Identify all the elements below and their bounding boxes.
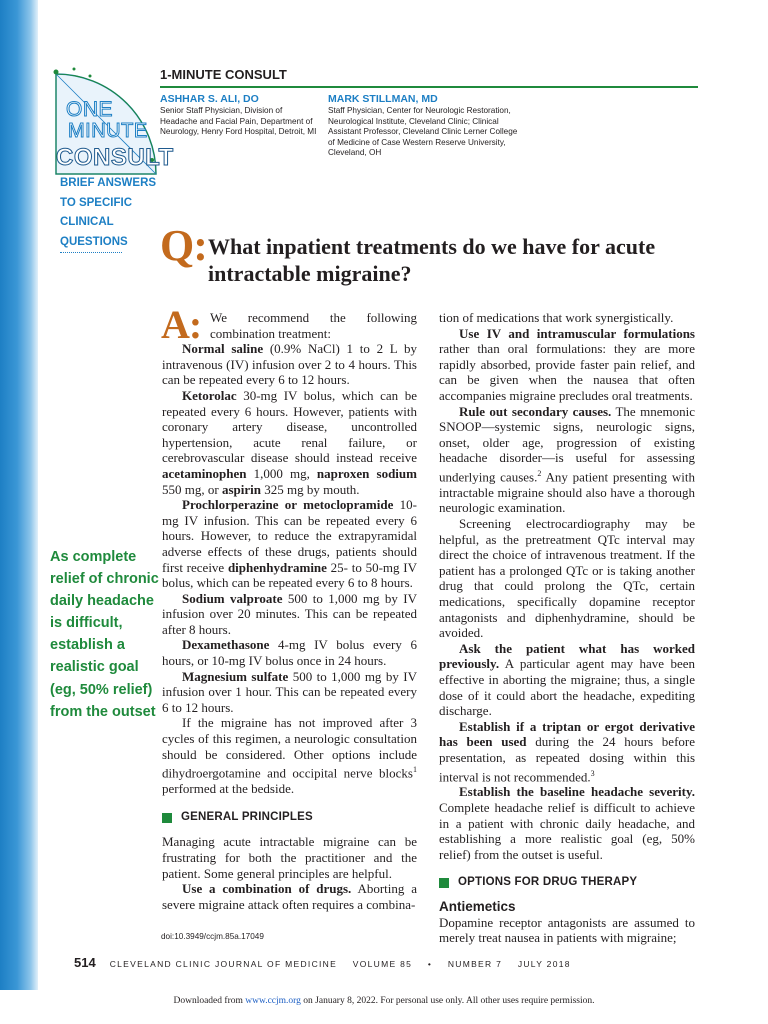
download-notice bbox=[0, 996, 768, 1006]
heading-text: GENERAL PRINCIPLES bbox=[181, 810, 313, 823]
paragraph-text: 325 mg by mouth. bbox=[260, 481, 360, 497]
page-footer bbox=[74, 955, 583, 970]
paragraph-text: 25- to 50-mg IV bolus, which can be repeated every 6 to 8 hours. bbox=[162, 559, 417, 591]
answer-mark-label: A: bbox=[161, 302, 202, 347]
principle-lead: Establish if a triptan or ergot derivative has been used bbox=[439, 718, 695, 750]
tagline-line: BRIEF ANSWERS bbox=[60, 177, 157, 189]
journal-number: NUMBER 7 bbox=[447, 959, 503, 969]
footer-bullet: • bbox=[427, 959, 433, 969]
paragraph-baseline bbox=[439, 784, 695, 862]
tagline-line: CLINICAL bbox=[60, 216, 114, 228]
paragraph-text: performed at the bedside. bbox=[162, 781, 295, 797]
paragraph-prochlorperazine bbox=[162, 497, 417, 591]
doi-label: doi:10.3949/ccjm.85a.17049 bbox=[161, 932, 264, 941]
paragraph-text: 500 to 1,000 mg by IV infusion over 20 minutes. This can be repeated after 8 hours. bbox=[162, 590, 417, 637]
green-square-bullet-icon bbox=[162, 813, 172, 823]
tagline-dotted-rule bbox=[60, 252, 122, 253]
answer-intro: We recommend the following combination treatment: bbox=[210, 310, 417, 341]
drug-name: diphenhydramine bbox=[227, 559, 327, 575]
paragraph-text: 30-mg IV bolus, which can be repeated every 6 hours. However, patients with coronary artery disease, uncontrolled hypertension, acute renal failure, or cerebrovascular disease should instead receive bbox=[162, 387, 417, 466]
author-block bbox=[328, 93, 518, 159]
journal-volume: VOLUME 85 bbox=[352, 959, 413, 969]
paragraph-ask bbox=[439, 641, 695, 719]
article-column-left bbox=[162, 310, 417, 912]
paragraph-text: If the migraine has not improved after 3 cycles of this regimen, a neurologic consultation should be considered. Other options include dihydroergotamine and occipital nerve blocks bbox=[162, 715, 417, 781]
section-label: 1-MINUTE CONSULT bbox=[160, 67, 287, 82]
drug-name: Prochlorperazine or metoclopramide bbox=[182, 497, 394, 513]
paragraph-text: Complete headache relief is difficult to achieve in a patient with chronic daily headache, and establishing a more realistic goal (eg, 50% relief) from the outset is useful. bbox=[439, 800, 695, 862]
heading-text: OPTIONS FOR DRUG THERAPY bbox=[458, 876, 638, 889]
drug-name: aspirin bbox=[221, 481, 261, 497]
paragraph-magnesium bbox=[162, 669, 417, 716]
principle-lead: Establish the baseline headache severity. bbox=[459, 784, 695, 800]
paragraph-rule-out bbox=[439, 404, 695, 516]
paragraph-managing: Managing acute intractable migraine can be frustrating for both the practitioner and the patient. Some general principles are helpful. bbox=[162, 834, 417, 881]
tagline-line: QUESTIONS bbox=[60, 235, 128, 248]
drug-name: Ketorolac bbox=[182, 387, 237, 403]
paragraph-text: 10-mg IV infusion. This can be repeated every 6 hours. However, to reduce the extrapyramidal adverse effects of these drugs, patients should first receive bbox=[162, 497, 417, 575]
paragraph-text: Aborting a severe migraine attack often requires a combina- bbox=[162, 881, 417, 912]
paragraph-iv bbox=[439, 326, 695, 404]
paragraph-ketorolac bbox=[162, 388, 417, 497]
paragraph-ecg: Screening electrocardiography may be helpful, as the pretreatment QTc interval may direct the choice of intravenous treatment. If the patient has a prolonged QTc or is taking another drug that could prolong the QTc, certain medications, specifically dopamine receptor antagonists and diphenhydramine, should be avoided. bbox=[439, 516, 695, 641]
author-affiliation: Staff Physician, Center for Neurologic Restoration, Neurological Institute, Cleveland Clinic; Clinical Assistant Professor, Cleveland Clinic Lerner College of Medicine of Case Western Reserve University, Cleveland, OH bbox=[328, 106, 518, 158]
logo-consult-text: CONSULT bbox=[56, 144, 174, 171]
journal-info bbox=[110, 959, 583, 969]
drug-name: Magnesium sulfate bbox=[182, 668, 289, 684]
paragraph-saline bbox=[162, 341, 417, 388]
drug-name: Sodium valproate bbox=[182, 590, 283, 606]
reference-superscript: 1 bbox=[413, 765, 417, 775]
paragraph-combination bbox=[162, 881, 417, 912]
author-name: ASHHAR S. ALI, DO bbox=[160, 93, 259, 105]
download-text: on January 8, 2022. For personal use only. All other uses require permission. bbox=[300, 996, 595, 1006]
principle-lead: Rule out secondary causes. bbox=[459, 403, 612, 419]
drug-name: Normal saline bbox=[182, 341, 264, 357]
download-text: Downloaded from bbox=[173, 996, 246, 1006]
paragraph-text: (0.9% NaCl) 1 to 2 L by intravenous (IV) infusion over 2 to 4 hours. This can be repeated every 6 to 12 hours. bbox=[162, 341, 418, 388]
paragraph-dopamine: Dopamine receptor antagonists are assumed to merely treat nausea in patients with migraine; bbox=[439, 914, 695, 946]
principle-lead: Use IV and intramuscular formulations bbox=[459, 325, 695, 341]
reference-superscript: 2 bbox=[537, 468, 542, 478]
paragraph-text: rather than oral formulations: they are more rapidly absorbed, provide faster pain relief, and can be given when the nausea that often accompanies migraine precludes oral treatments. bbox=[439, 341, 695, 403]
paragraph-if-not-improved bbox=[162, 715, 417, 796]
paragraph-text: Any patient presenting with intractable migraine should also have a thorough neurologic examination. bbox=[439, 469, 695, 516]
page-number: 514 bbox=[74, 955, 96, 970]
paragraph-text: 550 mg, or bbox=[162, 481, 222, 497]
paragraph-text: A particular agent may have been effective in aborting the migraine; thus, a single dose of it could abort the headache, expediting discharge. bbox=[439, 656, 695, 719]
author-name: MARK STILLMAN, MD bbox=[328, 93, 438, 105]
article-column-right bbox=[439, 310, 695, 946]
principle-lead: Use a combination of drugs. bbox=[182, 881, 352, 897]
brief-answers-tagline bbox=[60, 174, 170, 252]
reference-superscript: 3 bbox=[590, 768, 595, 778]
author-affiliation: Senior Staff Physician, Division of Headache and Facial Pain, Department of Neurology, Henry Ford Hospital, Detroit, MI bbox=[160, 106, 317, 137]
subheading-antiemetics: Antiemetics bbox=[439, 899, 516, 915]
paragraph-dexamethasone bbox=[162, 637, 417, 668]
drug-name: Dexamethasone bbox=[182, 637, 270, 653]
header-green-rule bbox=[160, 86, 698, 88]
author-block bbox=[160, 93, 320, 138]
one-minute-consult-logo bbox=[48, 66, 174, 176]
logo-one-text: ONE bbox=[66, 98, 114, 121]
journal-date: JULY 2018 bbox=[517, 959, 571, 969]
journal-name: CLEVELAND CLINIC JOURNAL OF MEDICINE bbox=[109, 959, 338, 969]
paragraph-triptan bbox=[439, 719, 695, 785]
heading-general-principles bbox=[162, 810, 417, 826]
drug-name: naproxen sodium bbox=[316, 465, 417, 481]
paragraph-text: 4-mg IV bolus every 6 hours, or 10-mg IV bolus once in 24 hours. bbox=[162, 637, 417, 669]
paragraph-text: 1,000 mg, bbox=[246, 465, 317, 481]
left-color-band bbox=[0, 0, 38, 990]
question-title: What inpatient treatments do we have for acute intractable migraine? bbox=[208, 234, 656, 286]
paragraph-text: 500 to 1,000 mg by IV infusion over 1 hour. This can be repeated every 6 to 12 hours. bbox=[162, 668, 417, 715]
green-square-bullet-icon bbox=[439, 878, 449, 888]
heading-options-drug-therapy bbox=[439, 875, 695, 891]
paragraph-valproate bbox=[162, 591, 417, 638]
logo-minute-text: MINUTE bbox=[68, 120, 148, 142]
paragraph-text: during the 24 hours before presentation, as repeated dosing within this interval is not recommended. bbox=[439, 734, 695, 784]
tagline-line: TO SPECIFIC bbox=[60, 196, 132, 209]
paragraph-continued: tion of medications that work synergistically. bbox=[439, 310, 674, 325]
ccjm-link[interactable]: www.ccjm.org bbox=[245, 996, 301, 1006]
question-mark-label: Q: bbox=[160, 221, 207, 270]
paragraph-text: The mnemonic SNOOP—systemic signs, neurologic signs, onset, older age, progression of existing headache disorder—is useful for assessing underlying causes. bbox=[439, 403, 695, 485]
principle-lead: Ask the patient what has worked previously. bbox=[439, 640, 695, 672]
pull-quote: As complete relief of chronic daily headache is difficult, establish a realistic goal (eg, 50% relief) from the outset bbox=[50, 549, 159, 720]
drug-name: acetaminophen bbox=[162, 465, 247, 481]
